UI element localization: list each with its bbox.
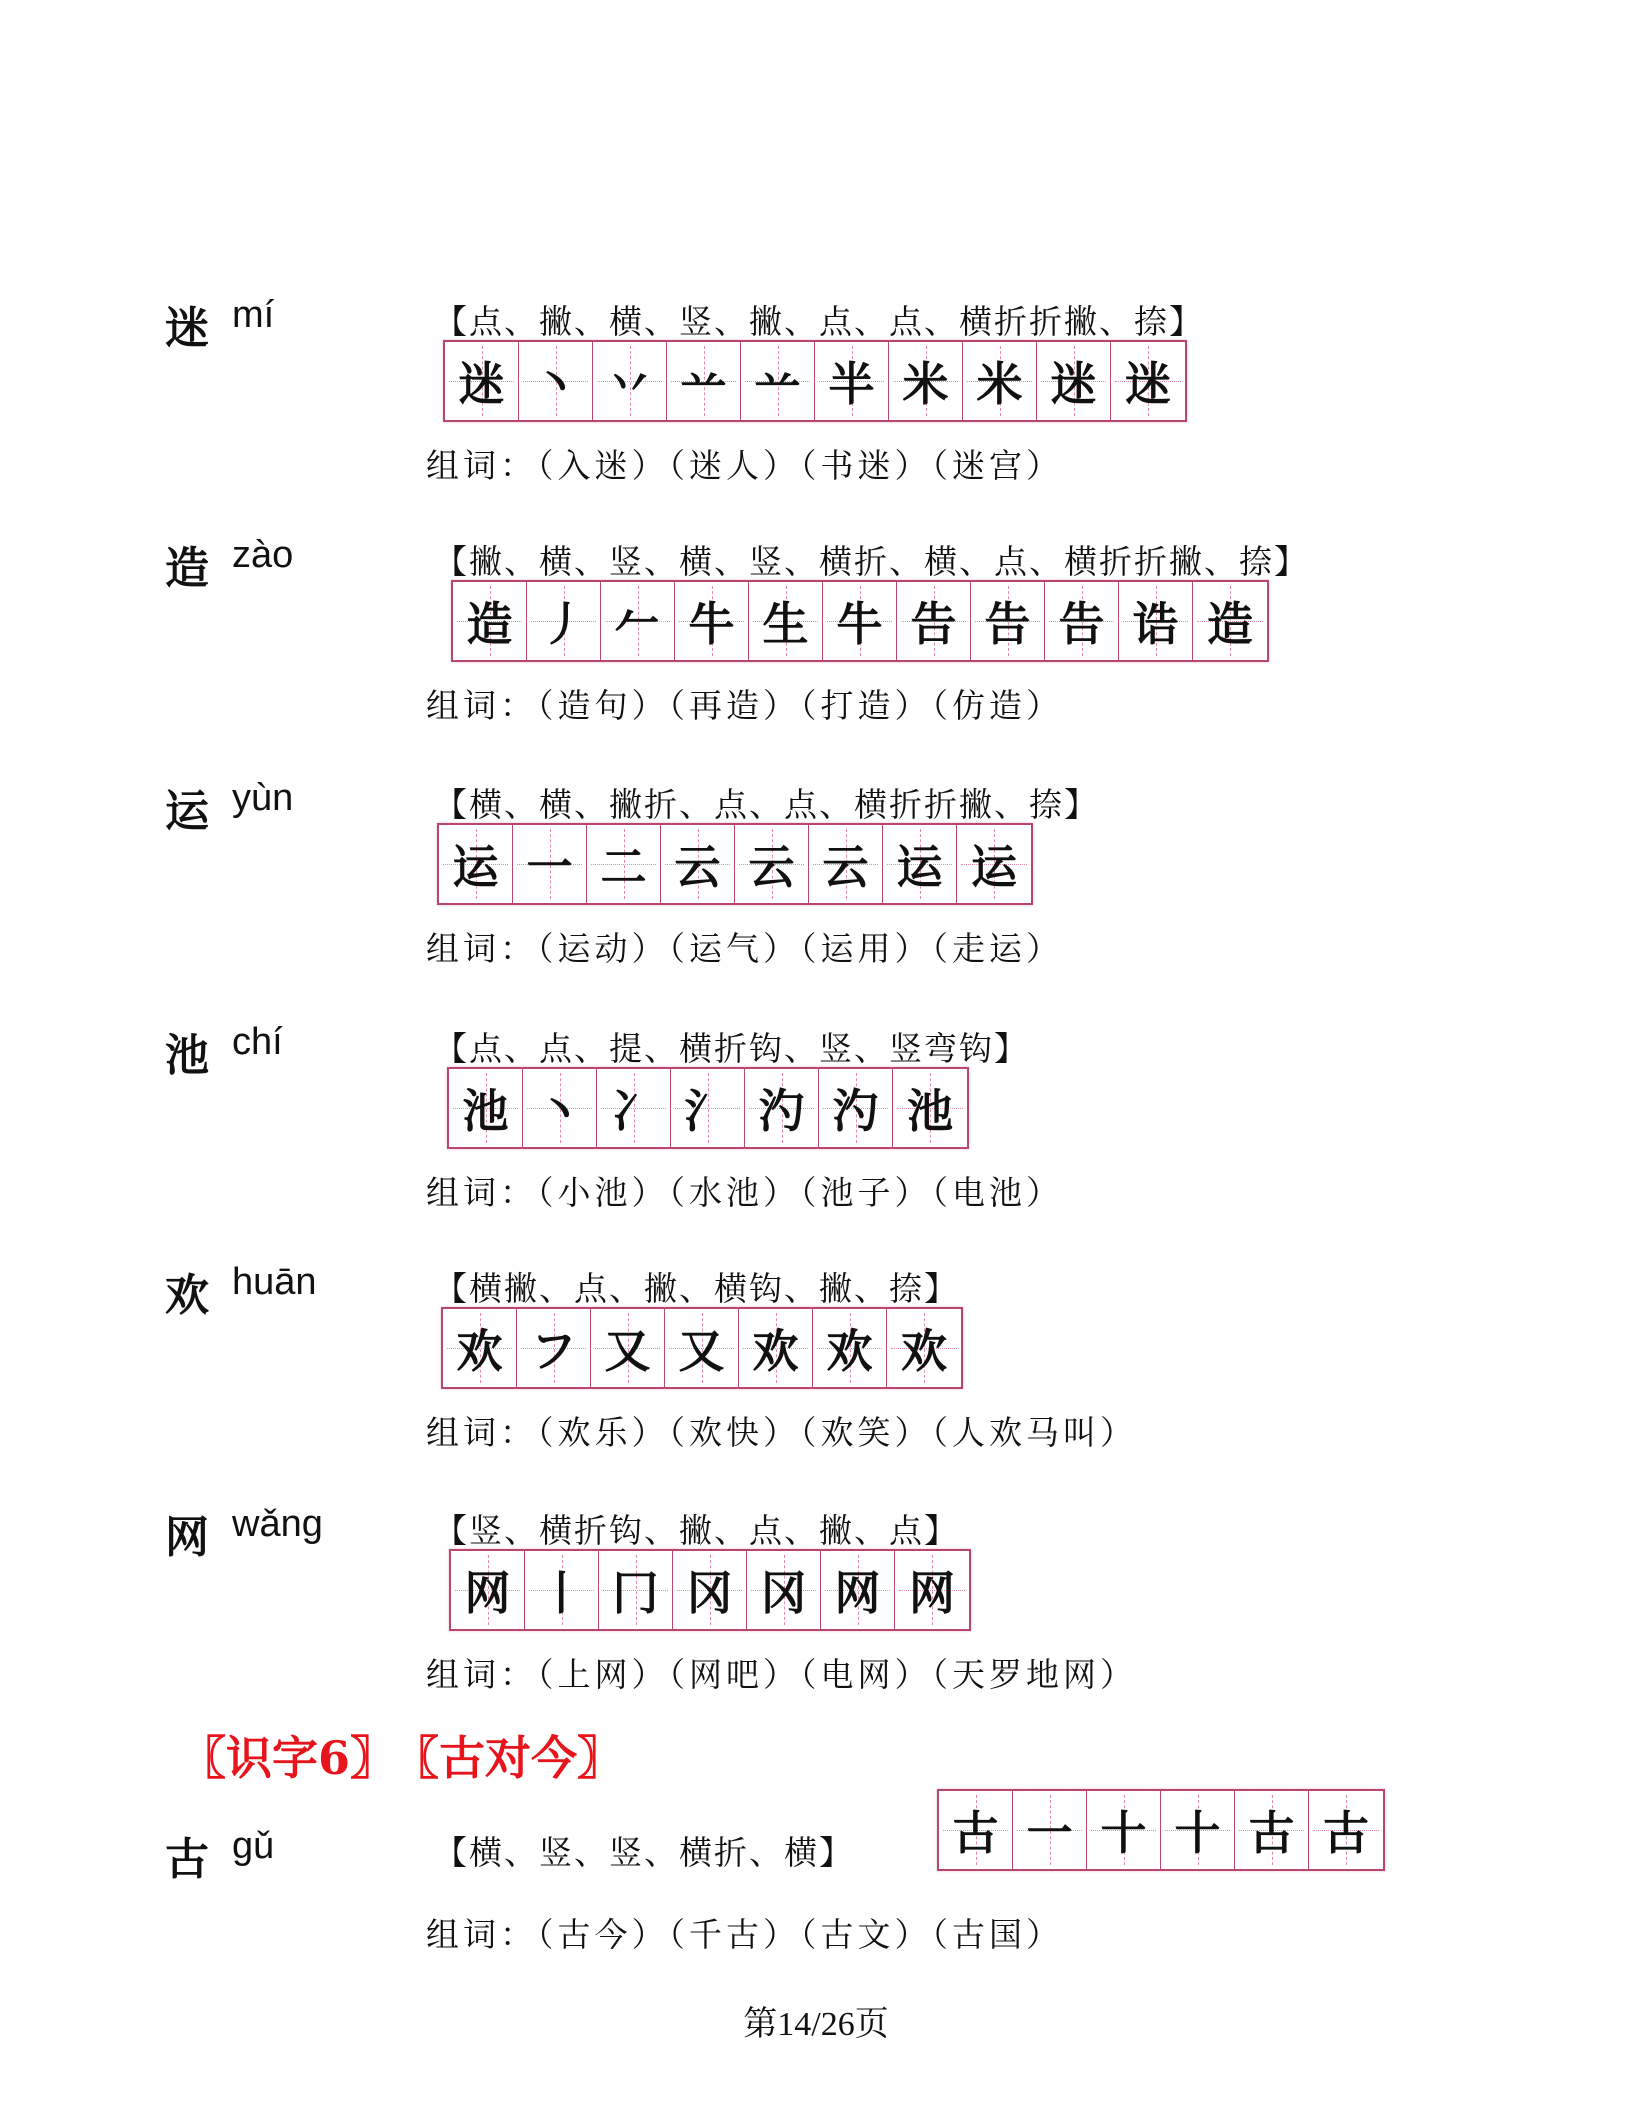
grid-cell xyxy=(897,582,971,660)
grid-cell xyxy=(671,1069,745,1147)
stroke-grid xyxy=(447,1067,969,1149)
stroke-step: 𠂉 xyxy=(614,597,661,651)
grid-cell xyxy=(895,1551,969,1629)
stroke-step: 丨 xyxy=(538,1566,585,1620)
stroke-step: 十 xyxy=(1174,1806,1221,1860)
stroke-step: 迷 xyxy=(458,357,505,411)
stroke-order: 【横、竖、竖、横折、横】 xyxy=(434,1833,854,1872)
grid-cell xyxy=(445,342,519,420)
grid-cell xyxy=(1235,1791,1309,1869)
stroke-step: 网 xyxy=(464,1566,511,1620)
character-entry xyxy=(0,777,1632,1013)
head-character: 造 xyxy=(165,543,209,594)
stroke-step: 欢 xyxy=(752,1324,799,1378)
grid-cell xyxy=(661,825,735,903)
stroke-step: 云 xyxy=(674,840,721,894)
lesson-label: 〖识字6〗 xyxy=(180,1731,397,1785)
head-character: 运 xyxy=(165,786,209,837)
grid-cell xyxy=(739,1309,813,1387)
grid-cell xyxy=(887,1309,961,1387)
word-examples: 组词：（上网）（网吧）（电网）（天罗地网） xyxy=(426,1655,1137,1694)
grid-cell xyxy=(673,1551,747,1629)
grid-cell xyxy=(809,825,883,903)
page-number: 第14/26页 xyxy=(743,2006,889,2043)
grid-cell xyxy=(963,342,1037,420)
head-character: 古 xyxy=(165,1834,209,1885)
grid-cell xyxy=(971,582,1045,660)
character-entry xyxy=(0,1261,1632,1497)
stroke-step: 冂 xyxy=(612,1566,659,1620)
grid-cell xyxy=(889,342,963,420)
section-heading xyxy=(180,1722,643,1788)
grid-cell xyxy=(1309,1791,1383,1869)
grid-cell xyxy=(597,1069,671,1147)
word-examples: 组词：（古今）（千古）（古文）（古国） xyxy=(426,1915,1063,1954)
stroke-step: 运 xyxy=(896,840,943,894)
stroke-step: 汋 xyxy=(832,1084,879,1138)
stroke-step: 欢 xyxy=(826,1324,873,1378)
grid-cell xyxy=(525,1551,599,1629)
stroke-step: 告 xyxy=(910,597,957,651)
stroke-order: 【竖、横折钩、撇、点、撇、点】 xyxy=(434,1511,959,1550)
stroke-step: 网 xyxy=(834,1566,881,1620)
grid-cell xyxy=(1111,342,1185,420)
word-examples: 组词：（造句）（再造）（打造）（仿造） xyxy=(426,686,1063,725)
stroke-step: 造 xyxy=(466,597,513,651)
stroke-step: 半 xyxy=(828,357,875,411)
character-entry xyxy=(0,1503,1632,1739)
pinyin: gǔ xyxy=(232,1825,275,1867)
stroke-order: 【撇、横、竖、横、竖、横折、横、点、横折折撇、捺】 xyxy=(434,542,1309,581)
stroke-order: 【横撇、点、撇、横钩、撇、捺】 xyxy=(434,1269,959,1308)
grid-cell xyxy=(823,582,897,660)
stroke-step: 牛 xyxy=(836,597,883,651)
stroke-step: 云 xyxy=(822,840,869,894)
grid-cell xyxy=(451,1551,525,1629)
stroke-step: 又 xyxy=(604,1324,651,1378)
pinyin: huān xyxy=(232,1261,317,1303)
grid-cell xyxy=(523,1069,597,1147)
grid-cell xyxy=(741,342,815,420)
stroke-step: 䒑 xyxy=(754,357,801,411)
stroke-step: 池 xyxy=(462,1084,509,1138)
grid-cell xyxy=(821,1551,895,1629)
head-character: 迷 xyxy=(165,303,209,354)
stroke-step: 丶 xyxy=(536,1084,583,1138)
stroke-step: 汋 xyxy=(758,1084,805,1138)
grid-cell xyxy=(883,825,957,903)
stroke-step: 池 xyxy=(907,1084,953,1138)
stroke-step: 告 xyxy=(984,597,1031,651)
character-entry xyxy=(0,294,1632,530)
grid-cell xyxy=(601,582,675,660)
grid-cell xyxy=(735,825,809,903)
stroke-grid xyxy=(437,823,1033,905)
pinyin: mí xyxy=(232,294,275,336)
stroke-step: 冈 xyxy=(760,1566,807,1620)
stroke-step: 迷 xyxy=(1125,357,1171,411)
stroke-grid xyxy=(449,1549,971,1631)
grid-cell xyxy=(747,1551,821,1629)
pinyin: yùn xyxy=(232,777,294,819)
stroke-step: 诰 xyxy=(1132,597,1179,651)
stroke-step: 米 xyxy=(902,357,949,411)
stroke-step: 一 xyxy=(1026,1806,1073,1860)
stroke-step: 欢 xyxy=(456,1324,503,1378)
grid-cell xyxy=(893,1069,967,1147)
grid-cell xyxy=(1087,1791,1161,1869)
stroke-grid xyxy=(443,340,1187,422)
grid-cell xyxy=(443,1309,517,1387)
stroke-order: 【横、横、撇折、点、点、横折折撇、捺】 xyxy=(434,785,1099,824)
grid-cell xyxy=(1119,582,1193,660)
character-entry xyxy=(0,534,1632,770)
pinyin: wǎng xyxy=(232,1503,323,1545)
head-character: 池 xyxy=(165,1030,209,1081)
stroke-step: 冈 xyxy=(686,1566,733,1620)
pinyin: chí xyxy=(232,1021,283,1063)
grid-cell xyxy=(819,1069,893,1147)
pinyin: zào xyxy=(232,534,294,576)
stroke-step: 丿 xyxy=(540,597,587,651)
head-character: 网 xyxy=(165,1512,209,1563)
word-examples: 组词：（运动）（运气）（运用）（走运） xyxy=(426,929,1063,968)
stroke-step: 丷 xyxy=(606,357,653,411)
grid-cell xyxy=(517,1309,591,1387)
grid-cell xyxy=(813,1309,887,1387)
stroke-step: 运 xyxy=(452,840,499,894)
grid-cell xyxy=(749,582,823,660)
grid-cell xyxy=(1193,582,1267,660)
stroke-step: 迷 xyxy=(1050,357,1097,411)
grid-cell xyxy=(957,825,1031,903)
grid-cell xyxy=(939,1791,1013,1869)
grid-cell xyxy=(815,342,889,420)
word-examples: 组词：（入迷）（迷人）（书迷）（迷宫） xyxy=(426,446,1063,485)
stroke-order: 【点、点、提、横折钩、竖、竖弯钩】 xyxy=(434,1029,1029,1068)
stroke-step: 网 xyxy=(909,1566,955,1620)
grid-cell xyxy=(675,582,749,660)
stroke-step: 古 xyxy=(952,1806,999,1860)
grid-cell xyxy=(591,1309,665,1387)
grid-cell xyxy=(665,1309,739,1387)
grid-cell xyxy=(745,1069,819,1147)
head-character: 欢 xyxy=(165,1270,209,1321)
stroke-step: 欢 xyxy=(901,1324,947,1378)
stroke-grid xyxy=(441,1307,963,1389)
stroke-step: フ xyxy=(530,1324,577,1378)
stroke-order: 【点、撇、横、竖、撇、点、点、横折折撇、捺】 xyxy=(434,302,1204,341)
stroke-step: 冫 xyxy=(610,1084,657,1138)
character-entry xyxy=(0,1021,1632,1257)
grid-cell xyxy=(1013,1791,1087,1869)
word-examples: 组词：（小池）（水池）（池子）（电池） xyxy=(426,1173,1063,1212)
grid-cell xyxy=(1037,342,1111,420)
stroke-step: 丶 xyxy=(532,357,579,411)
stroke-step: 又 xyxy=(678,1324,725,1378)
lesson-title: 〖古对今〗 xyxy=(416,1731,624,1785)
stroke-step: 氵 xyxy=(684,1084,731,1138)
grid-cell xyxy=(1045,582,1119,660)
stroke-step: 䒑 xyxy=(680,357,727,411)
stroke-step: 一 xyxy=(526,840,573,894)
grid-cell xyxy=(513,825,587,903)
stroke-step: 二 xyxy=(600,840,647,894)
stroke-step: 云 xyxy=(748,840,795,894)
grid-cell xyxy=(667,342,741,420)
stroke-grid xyxy=(451,580,1269,662)
grid-cell xyxy=(439,825,513,903)
stroke-step: 运 xyxy=(971,840,1017,894)
stroke-step: 造 xyxy=(1207,597,1253,651)
grid-cell xyxy=(593,342,667,420)
stroke-step: 十 xyxy=(1100,1806,1147,1860)
grid-cell xyxy=(519,342,593,420)
grid-cell xyxy=(1161,1791,1235,1869)
grid-cell xyxy=(587,825,661,903)
stroke-step: 告 xyxy=(1058,597,1105,651)
stroke-step: 牛 xyxy=(688,597,735,651)
grid-cell xyxy=(599,1551,673,1629)
stroke-step: 生 xyxy=(762,597,809,651)
grid-cell xyxy=(527,582,601,660)
stroke-step: 米 xyxy=(976,357,1023,411)
stroke-step: 古 xyxy=(1248,1806,1295,1860)
grid-cell xyxy=(449,1069,523,1147)
word-examples: 组词：（欢乐）（欢快）（欢笑）（人欢马叫） xyxy=(426,1413,1137,1452)
stroke-step: 古 xyxy=(1323,1806,1369,1860)
grid-cell xyxy=(453,582,527,660)
stroke-grid xyxy=(937,1789,1385,1871)
